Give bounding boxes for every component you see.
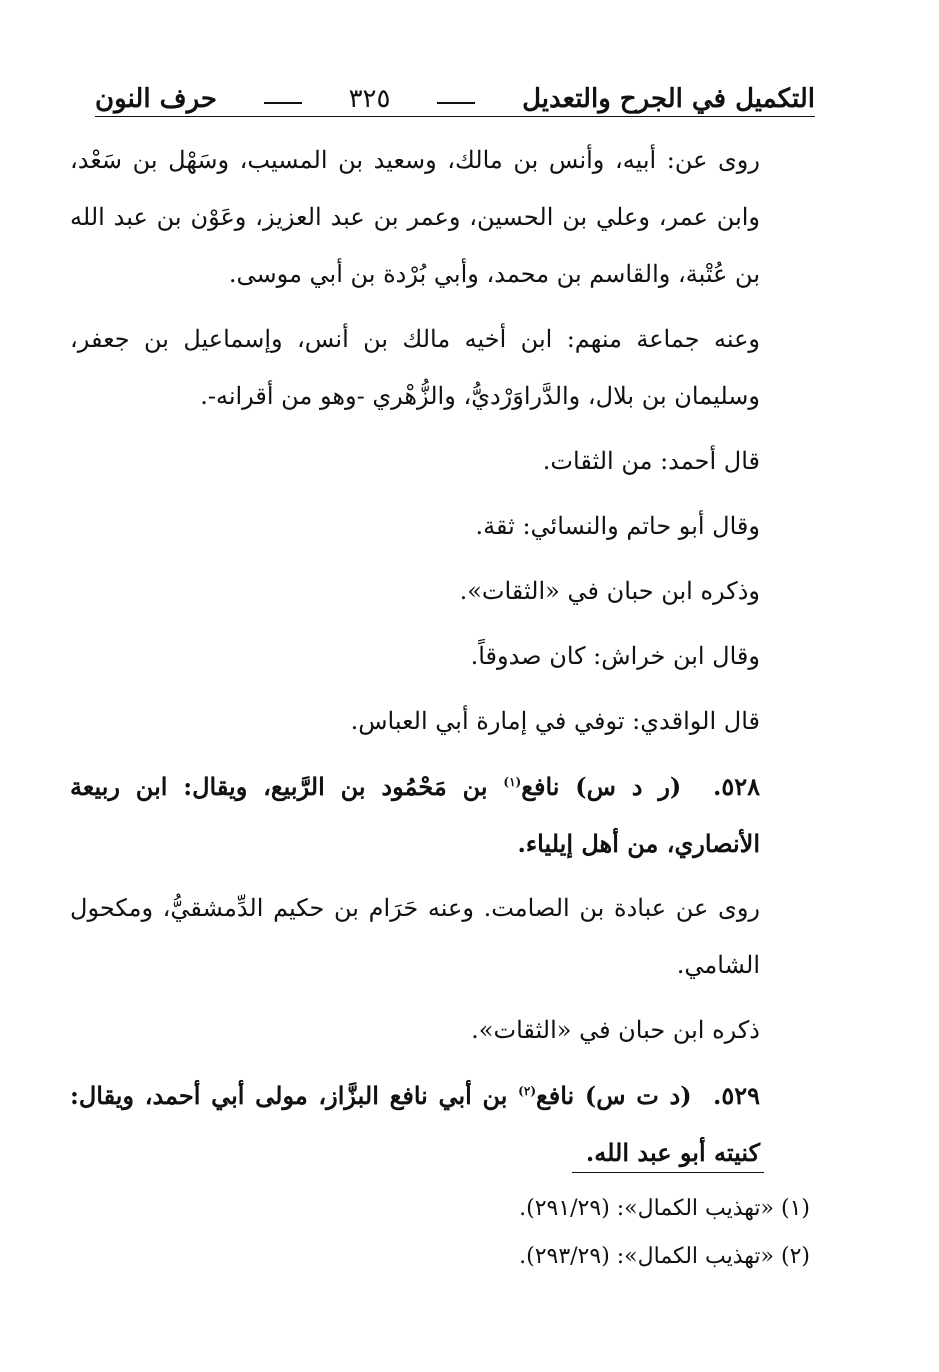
- footnote-mark[interactable]: (١): [503, 775, 522, 789]
- paragraph: وذكره ابن حبان في «الثقات».: [459, 577, 760, 605]
- entry-name: (ر د س) نافع: [521, 772, 682, 801]
- paragraph: وقال ابن خراش: كان صدوقاً.: [470, 642, 760, 670]
- book-title: التكميل في الجرح والتعديل: [522, 84, 815, 114]
- page-number: ٣٢٥: [348, 84, 391, 114]
- paragraph: وعنه جماعة منهم: ابن أخيه مالك بن أنس، وإسماعيل بن جعفر، وسليمان بن بلال، والدَّراوَرْديُّ، والزُّهْري -وهو من أقرانه-.: [70, 325, 760, 410]
- entry-description: بن مَحْمُود بن الرَّبيع، ويقال: ابن ربيعة الأنصاري، من أهل إيلياء.: [70, 772, 760, 858]
- footnote-mark[interactable]: (٢): [518, 1084, 536, 1098]
- header-dash: [264, 102, 302, 104]
- footnote-2: (٢) «تهذيب الكمال»: (٢٩٣/٢٩).: [519, 1244, 810, 1269]
- entry-heading-529: [70, 1067, 805, 1181]
- section-title: حرف النون: [95, 84, 217, 114]
- paragraph: وقال أبو حاتم والنسائي: ثقة.: [475, 512, 760, 540]
- paragraph: روى عن: أبيه، وأنس بن مالك، وسعيد بن المسيب، وسَهْل بن سَعْد، وابن عمر، وعلي بن الحسين، وعمر بن عبد العزيز، وعَوْن بن عبد الله بن عُتْبة، والقاسم بن محمد، وأبي بُرْدة بن أبي موسى.: [70, 146, 760, 288]
- header-dash: [437, 102, 475, 104]
- footnote-1: (١) «تهذيب الكمال»: (٢٩١/٢٩).: [519, 1196, 810, 1221]
- entry-name: (د ت س) نافع: [536, 1081, 692, 1110]
- main-text: [70, 132, 805, 1189]
- paragraph: روى عن عبادة بن الصامت. وعنه حَرَام بن حكيم الدِّمشقيُّ، ومكحول الشامي.: [70, 894, 760, 979]
- paragraph: ذكره ابن حبان في «الثقات».: [471, 1016, 760, 1044]
- entry-heading-528: [70, 758, 805, 872]
- paragraph: قال أحمد: من الثقات.: [542, 447, 760, 475]
- paragraph: قال الواقدي: توفي في إمارة أبي العباس.: [350, 707, 760, 735]
- entry-number: ٥٢٨.: [712, 772, 761, 801]
- running-header: [95, 70, 815, 114]
- entry-description: بن أبي نافع البزَّاز، مولى أبي أحمد، ويقال: كنيته أبو عبد الله.: [70, 1081, 760, 1167]
- footnotes: [300, 1185, 810, 1281]
- footnote-rule: [572, 1172, 764, 1173]
- entry-number: ٥٢٩.: [712, 1081, 760, 1110]
- header-rule: [95, 116, 815, 117]
